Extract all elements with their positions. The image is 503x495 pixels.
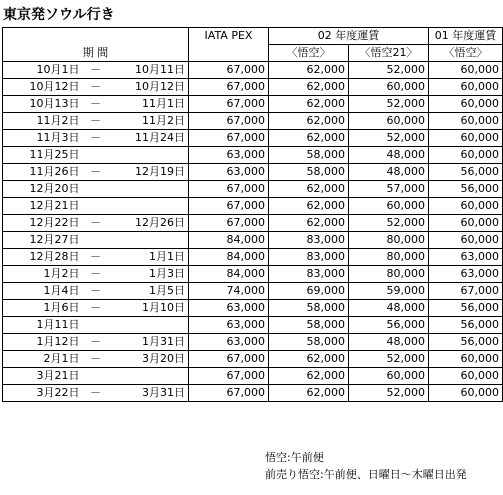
goku21-fare: 52,000 [349,96,429,113]
goku01-fare: 60,000 [429,368,503,385]
period-to: 10月12日 [109,79,189,96]
period-from: 11月26日 [3,164,83,181]
goku-fare: 62,000 [269,130,349,147]
period-from: 12月27日 [3,232,83,249]
goku-fare: 62,000 [269,198,349,215]
goku21-fare: 48,000 [349,147,429,164]
period-dash [83,368,109,385]
header-row-1 [3,28,503,45]
iata-pex-fare: 67,000 [189,79,269,96]
iata-pex-fare: 84,000 [189,266,269,283]
iata-pex-fare: 67,000 [189,130,269,147]
goku-fare: 62,000 [269,351,349,368]
goku21-fare: 52,000 [349,385,429,402]
goku-fare: 83,000 [269,232,349,249]
note-goku: 悟空:午前便 [265,451,324,464]
period-dash [83,147,109,164]
period-to: 12月26日 [109,215,189,232]
iata-pex-fare: 67,000 [189,96,269,113]
table-row [3,79,503,96]
goku-fare: 58,000 [269,317,349,334]
fare02-header: 02 年度運賃 [269,28,429,45]
period-to [109,181,189,198]
goku01-fare: 67,000 [429,283,503,300]
iata-pex-fare: 84,000 [189,249,269,266]
period-from: 11月25日 [3,147,83,164]
iata-pex-fare: 67,000 [189,368,269,385]
period-from: 1月6日 [3,300,83,317]
table-row [3,283,503,300]
goku01-fare: 56,000 [429,300,503,317]
period-dash: － [83,334,109,351]
period-to [109,317,189,334]
goku01-fare: 60,000 [429,351,503,368]
period-to: 12月19日 [109,164,189,181]
goku-fare: 62,000 [269,385,349,402]
period-to: 11月24日 [109,130,189,147]
period-from: 1月4日 [3,283,83,300]
goku21-fare: 60,000 [349,198,429,215]
goku21-fare: 52,000 [349,62,429,79]
goku-fare: 62,000 [269,96,349,113]
goku21-fare: 80,000 [349,266,429,283]
goku-fare: 62,000 [269,113,349,130]
goku01-fare: 60,000 [429,215,503,232]
period-dash: － [83,283,109,300]
table-row [3,334,503,351]
period-header-top-mid [83,28,109,45]
table-row [3,181,503,198]
goku01-fare: 60,000 [429,130,503,147]
goku21-fare: 60,000 [349,368,429,385]
iata-pex-fare: 67,000 [189,198,269,215]
goku01-fare: 56,000 [429,164,503,181]
period-dash: － [83,249,109,266]
iata-pex-fare: 67,000 [189,385,269,402]
period-dash: － [83,96,109,113]
period-dash [83,232,109,249]
goku-fare: 62,000 [269,368,349,385]
iata-pex-fare: 67,000 [189,62,269,79]
iata-pex-fare: 74,000 [189,283,269,300]
period-to: 1月5日 [109,283,189,300]
period-header-top [3,28,83,45]
goku-fare: 83,000 [269,249,349,266]
period-dash: － [83,113,109,130]
table-row [3,215,503,232]
goku21-header: 〈悟空21〉 [349,45,429,62]
goku01-fare: 63,000 [429,249,503,266]
iata-pex-fare: 63,000 [189,164,269,181]
period-from: 3月21日 [3,368,83,385]
period-dash [83,181,109,198]
goku01-fare: 56,000 [429,181,503,198]
period-from: 10月1日 [3,62,83,79]
period-from: 1月11日 [3,317,83,334]
goku01-fare: 60,000 [429,113,503,130]
period-to [109,232,189,249]
goku01-fare: 56,000 [429,334,503,351]
iata-header-bottom [189,45,269,62]
period-from: 12月22日 [3,215,83,232]
fare01-header: 01 年度運賃 [429,28,503,45]
goku01-fare: 63,000 [429,266,503,283]
table-row [3,300,503,317]
period-dash [83,317,109,334]
goku21-fare: 56,000 [349,317,429,334]
notes [265,449,467,483]
goku21-fare: 48,000 [349,300,429,317]
goku-fare: 58,000 [269,147,349,164]
goku-fare: 58,000 [269,164,349,181]
table-row [3,113,503,130]
period-dash [83,198,109,215]
table-row [3,385,503,402]
fare-table [2,27,503,402]
iata-pex-fare: 67,000 [189,113,269,130]
goku-fare: 58,000 [269,334,349,351]
table-row [3,96,503,113]
table-row [3,351,503,368]
period-dash: － [83,385,109,402]
goku01-fare: 60,000 [429,385,503,402]
period-to: 11月1日 [109,96,189,113]
goku21-fare: 80,000 [349,249,429,266]
period-header-top-right [109,28,189,45]
period-from: 1月12日 [3,334,83,351]
goku01-fare: 60,000 [429,147,503,164]
period-from: 1月2日 [3,266,83,283]
period-dash: － [83,79,109,96]
iata-pex-fare: 67,000 [189,215,269,232]
iata-pex-fare: 63,000 [189,317,269,334]
table-row [3,232,503,249]
period-from: 11月2日 [3,113,83,130]
table-row [3,266,503,283]
goku01-fare: 60,000 [429,232,503,249]
goku21-fare: 60,000 [349,79,429,96]
goku21-fare: 80,000 [349,232,429,249]
period-from: 12月20日 [3,181,83,198]
goku-fare: 62,000 [269,79,349,96]
goku21-fare: 48,000 [349,164,429,181]
period-to: 1月1日 [109,249,189,266]
table-row [3,317,503,334]
header-row-2 [3,45,503,62]
period-from: 10月13日 [3,96,83,113]
goku01-fare: 60,000 [429,198,503,215]
iata-pex-fare: 63,000 [189,334,269,351]
goku21-fare: 52,000 [349,215,429,232]
goku01-header: 〈悟空〉 [429,45,503,62]
period-to: 1月3日 [109,266,189,283]
period-from: 2月1日 [3,351,83,368]
period-from: 11月3日 [3,130,83,147]
goku-fare: 69,000 [269,283,349,300]
period-to: 1月10日 [109,300,189,317]
period-header: 期 間 [3,45,189,62]
period-to: 11月2日 [109,113,189,130]
table-row [3,198,503,215]
period-dash: － [83,130,109,147]
period-dash: － [83,266,109,283]
goku-header: 〈悟空〉 [269,45,349,62]
goku-fare: 58,000 [269,300,349,317]
period-dash: － [83,300,109,317]
goku-fare: 62,000 [269,181,349,198]
goku21-fare: 52,000 [349,130,429,147]
period-from: 12月28日 [3,249,83,266]
goku-fare: 62,000 [269,215,349,232]
period-to: 3月20日 [109,351,189,368]
goku01-fare: 60,000 [429,79,503,96]
iata-pex-fare: 67,000 [189,181,269,198]
goku21-fare: 57,000 [349,181,429,198]
goku01-fare: 56,000 [429,317,503,334]
table-row [3,62,503,79]
table-row [3,147,503,164]
period-from: 3月22日 [3,385,83,402]
table-row [3,130,503,147]
iata-pex-fare: 67,000 [189,351,269,368]
table-row [3,249,503,266]
iata-pex-fare: 63,000 [189,300,269,317]
iata-header: IATA PEX [189,28,269,45]
period-to: 3月31日 [109,385,189,402]
page-title: 東京発ソウル行き [3,7,115,23]
period-to: 1月31日 [109,334,189,351]
iata-pex-fare: 63,000 [189,147,269,164]
goku01-fare: 60,000 [429,96,503,113]
iata-pex-fare: 84,000 [189,232,269,249]
period-dash: － [83,62,109,79]
goku21-fare: 52,000 [349,351,429,368]
period-to [109,147,189,164]
period-dash: － [83,215,109,232]
period-from: 10月12日 [3,79,83,96]
table-row [3,368,503,385]
goku-fare: 62,000 [269,62,349,79]
table-row [3,164,503,181]
period-to [109,198,189,215]
period-dash: － [83,351,109,368]
period-to: 10月11日 [109,62,189,79]
goku21-fare: 48,000 [349,334,429,351]
note-advance-goku: 前売り悟空:午前便、日曜日～木曜日出発 [265,468,467,481]
goku21-fare: 60,000 [349,113,429,130]
goku-fare: 83,000 [269,266,349,283]
period-to [109,368,189,385]
period-from: 12月21日 [3,198,83,215]
period-dash: － [83,164,109,181]
goku21-fare: 59,000 [349,283,429,300]
goku01-fare: 60,000 [429,62,503,79]
